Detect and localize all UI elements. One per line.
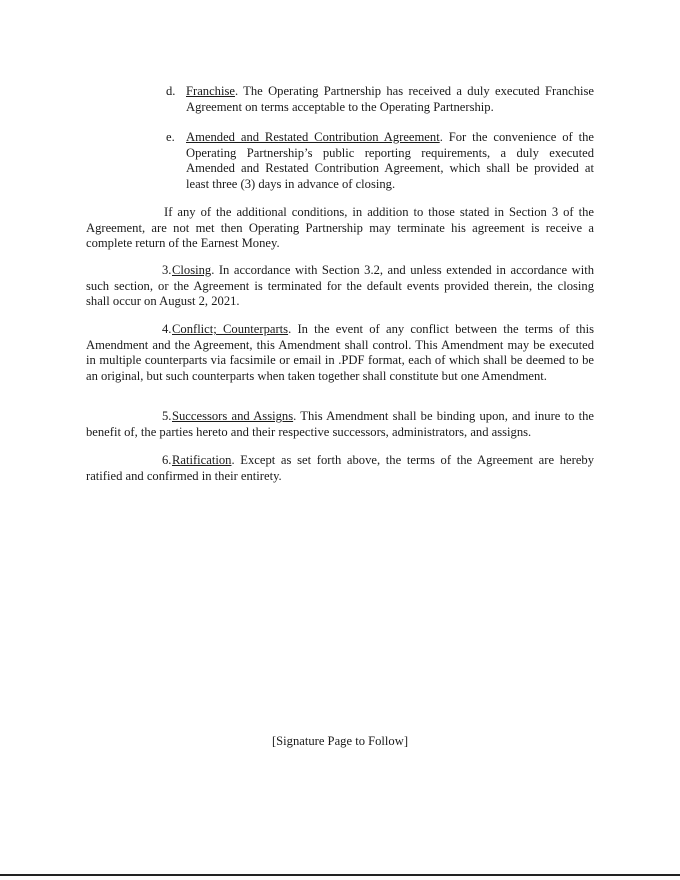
section-4: [86, 322, 594, 384]
section-3-number: 3.: [162, 263, 172, 277]
item-d-text: [186, 84, 594, 115]
item-e: [166, 130, 594, 192]
section-3-heading: Closing: [172, 263, 212, 277]
section-3: [86, 263, 594, 310]
signature-page-note: [Signature Page to Follow]: [271, 734, 409, 748]
section-5: [86, 409, 594, 440]
section-6-heading: Ratification: [172, 453, 232, 467]
section-6: [86, 453, 594, 484]
item-e-letter: e.: [166, 130, 175, 144]
item-d-letter: d.: [166, 84, 176, 98]
item-d-body: . The Operating Partnership has received a duly executed Franchise Agreement on terms acceptable to the Operating Partnership.: [186, 84, 594, 114]
item-e-body: . For the convenience of the Operating Partnership’s public reporting requirements, a duly executed Amended and Restated Contribution Agreement, which shall be provided at least three (3) days in advance of closing.: [186, 130, 594, 191]
section-4-body: . In the event of any conflict between the terms of this Amendment and the Agreement, this Amendment shall control. This Amendment may be executed in multiple counterparts via facsimile or email in .PDF format, each of which shall be deemed to be an original, but such counterparts when taken together shall constitute but one Amendment.: [86, 322, 594, 383]
section-6-number: 6.: [162, 453, 172, 467]
section-6-body: . Except as set forth above, the terms of the Agreement are hereby ratified and confirmed in their entirety.: [86, 453, 594, 483]
section-4-heading: Conflict; Counterparts: [172, 322, 289, 336]
item-d-heading: Franchise: [186, 84, 235, 98]
section-3-body: . In accordance with Section 3.2, and unless extended in accordance with such section, or the Agreement is terminated for the default events provided therein, the closing shall occur on August 2, 2021.: [86, 263, 594, 309]
item-d: [166, 84, 594, 115]
item-e-text: [186, 130, 594, 192]
page-bottom-edge: [0, 874, 680, 876]
section-5-body: . This Amendment shall be binding upon, and inure to the benefit of, the parties hereto and their respective successors, administrators, and assigns.: [86, 409, 594, 439]
item-e-heading: Amended and Restated Contribution Agreement: [186, 130, 440, 144]
additional-conditions-paragraph: [86, 205, 594, 252]
section-4-number: 4.: [162, 322, 172, 336]
section-5-number: 5.: [162, 409, 172, 423]
additional-conditions-text: If any of the additional conditions, in addition to those stated in Section 3 of the Agreement, are not met then Operating Partnership may terminate his agreement is receive a complete return of the Earnest Money.: [86, 205, 594, 251]
section-5-heading: Successors and Assigns: [172, 409, 294, 423]
